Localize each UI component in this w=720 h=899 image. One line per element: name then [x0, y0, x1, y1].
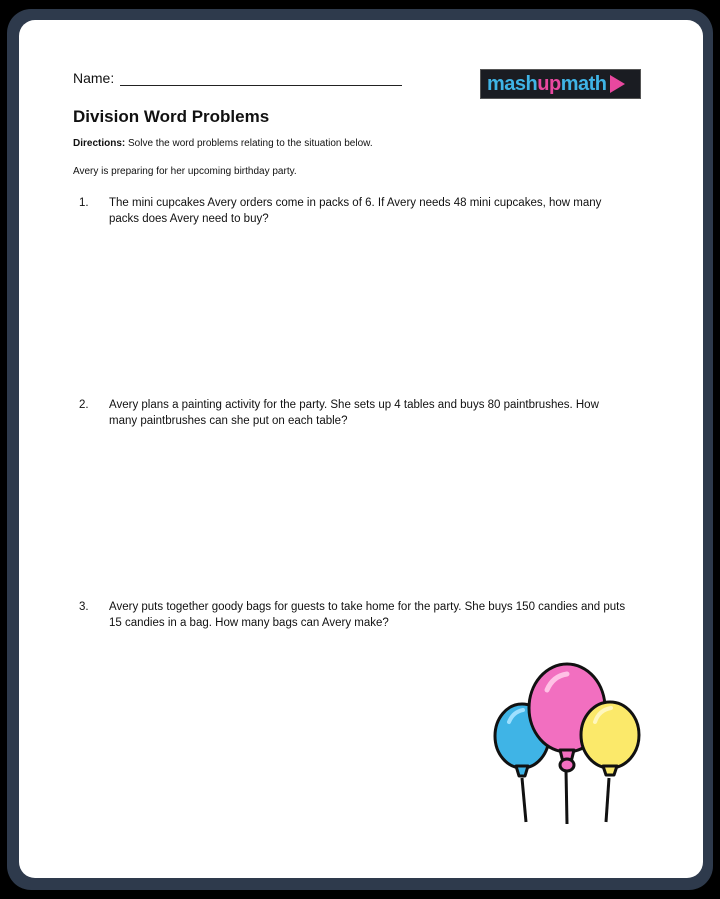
question-number: 3.: [79, 601, 89, 613]
logo-text: mashupmath: [487, 72, 607, 95]
intro-text: Avery is preparing for her upcoming birthday party.: [73, 166, 297, 177]
directions-label: Directions:: [73, 138, 126, 149]
play-arrow-icon: [610, 75, 625, 93]
question-2: [79, 397, 639, 429]
question-number: 2.: [79, 399, 89, 411]
question-text: Avery puts together goody bags for guests to take home for the party. She buys 150 candies and puts 15 candies in a bag. How many bags can Avery make?: [109, 601, 626, 629]
name-blank-line: [120, 71, 402, 86]
yellow-balloon: [581, 702, 639, 775]
page-title: Division Word Problems: [73, 107, 270, 126]
question-number: 1.: [79, 197, 89, 209]
balloons-illustration: [489, 660, 649, 850]
mashupmath-logo: [480, 69, 641, 99]
directions: [73, 138, 373, 149]
worksheet-page: [19, 20, 703, 878]
name-label: Name:: [73, 70, 115, 86]
question-3: [79, 599, 639, 631]
question-text: Avery plans a painting activity for the party. She sets up 4 tables and buys 80 paintbrushes. How many paintbrushes can she put on each table?: [109, 399, 599, 427]
question-text: The mini cupcakes Avery orders come in packs of 6. If Avery needs 48 mini cupcakes, how many packs does Avery need to buy?: [109, 197, 602, 225]
name-field: [73, 70, 402, 86]
directions-text: Solve the word problems relating to the situation below.: [125, 138, 373, 149]
question-1: [79, 195, 639, 227]
